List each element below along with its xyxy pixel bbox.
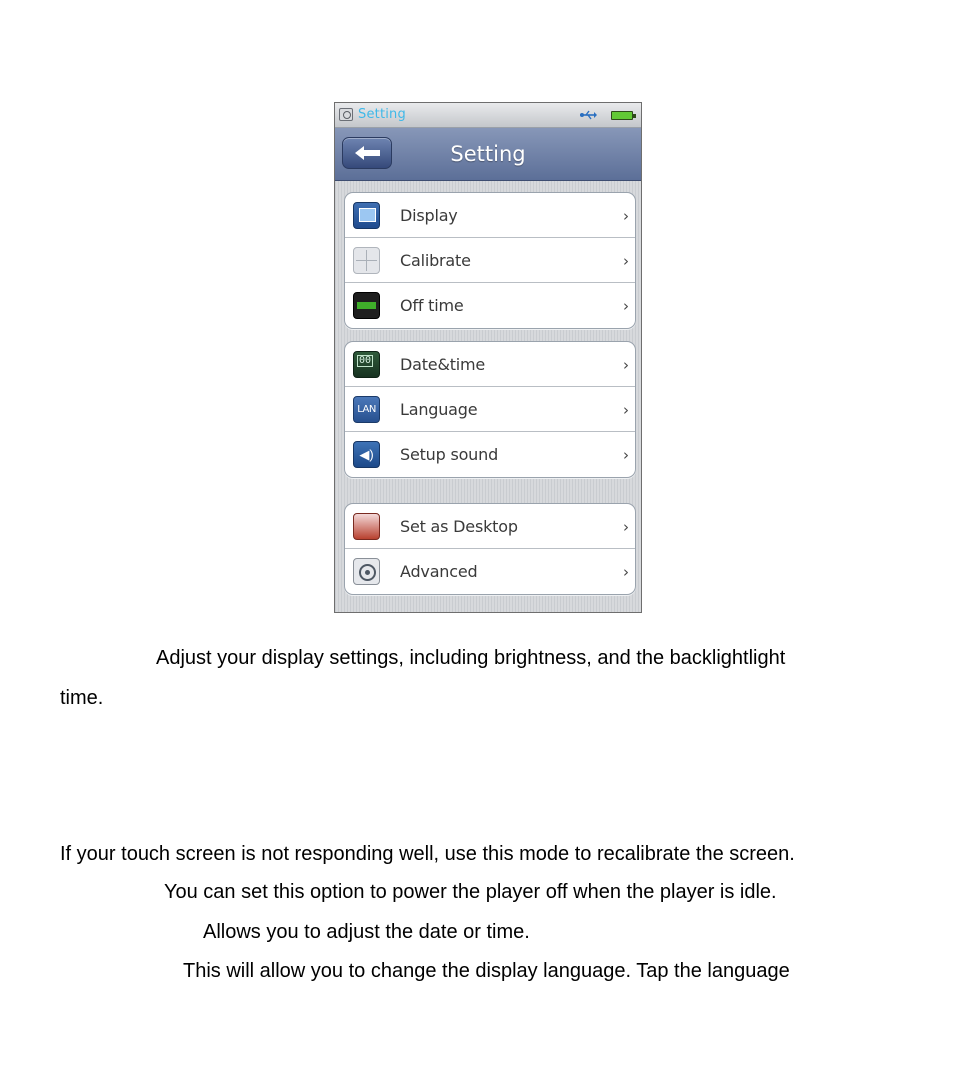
page-title: Setting: [450, 142, 526, 166]
menu-item-set-as-desktop[interactable]: [345, 504, 635, 549]
off-time-icon: [353, 292, 380, 319]
menu-item-label: Advanced: [400, 562, 478, 581]
menu-item-label: Display: [400, 206, 458, 225]
language-icon: LAN: [353, 396, 380, 423]
display-description: Adjust your display settings, including brightness, and the backlightlight: [156, 647, 786, 669]
chevron-right-icon: ›: [623, 518, 629, 536]
advanced-icon: [353, 558, 380, 585]
title-bar: [335, 128, 641, 181]
menu-item-label: Set as Desktop: [400, 517, 518, 536]
sound-icon: ◀): [353, 441, 380, 468]
menu-item-off-time[interactable]: [345, 283, 635, 328]
menu-item-label: Setup sound: [400, 445, 499, 464]
chevron-right-icon: ›: [623, 356, 629, 374]
display-description-cont: time.: [60, 687, 104, 709]
menu-item-label: Off time: [400, 296, 464, 315]
device-screenshot: [334, 102, 642, 613]
language-description: This will allow you to change the display language. Tap the language: [183, 960, 790, 982]
menu-item-label: Date&time: [400, 355, 486, 374]
chevron-right-icon: ›: [623, 297, 629, 315]
desktop-icon: [353, 513, 380, 540]
chevron-right-icon: ›: [623, 252, 629, 270]
settings-icon: [339, 108, 353, 121]
menu-item-display[interactable]: [345, 193, 635, 238]
chevron-right-icon: ›: [623, 401, 629, 419]
usb-icon: [579, 110, 597, 120]
display-icon: [353, 202, 380, 229]
date-time-description: Allows you to adjust the date or time.: [203, 921, 530, 943]
settings-group-2: [344, 341, 636, 478]
status-bar: [335, 103, 641, 128]
menu-item-label: Calibrate: [400, 251, 471, 270]
off-time-description: You can set this option to power the player off when the player is idle.: [164, 881, 777, 903]
menu-item-language[interactable]: [345, 387, 635, 432]
menu-item-label: Language: [400, 400, 478, 419]
chevron-right-icon: ›: [623, 563, 629, 581]
menu-item-calibrate[interactable]: [345, 238, 635, 283]
calibrate-description: If your touch screen is not responding well, use this mode to recalibrate the screen.: [60, 843, 795, 865]
menu-item-date-time[interactable]: [345, 342, 635, 387]
status-title: Setting: [358, 107, 406, 122]
battery-icon: [611, 111, 633, 120]
date-time-icon: [353, 351, 380, 378]
menu-item-advanced[interactable]: [345, 549, 635, 594]
settings-group-3: [344, 503, 636, 595]
chevron-right-icon: ›: [623, 446, 629, 464]
menu-item-setup-sound[interactable]: [345, 432, 635, 477]
chevron-right-icon: ›: [623, 207, 629, 225]
calibrate-icon: [353, 247, 380, 274]
settings-group-1: [344, 192, 636, 329]
